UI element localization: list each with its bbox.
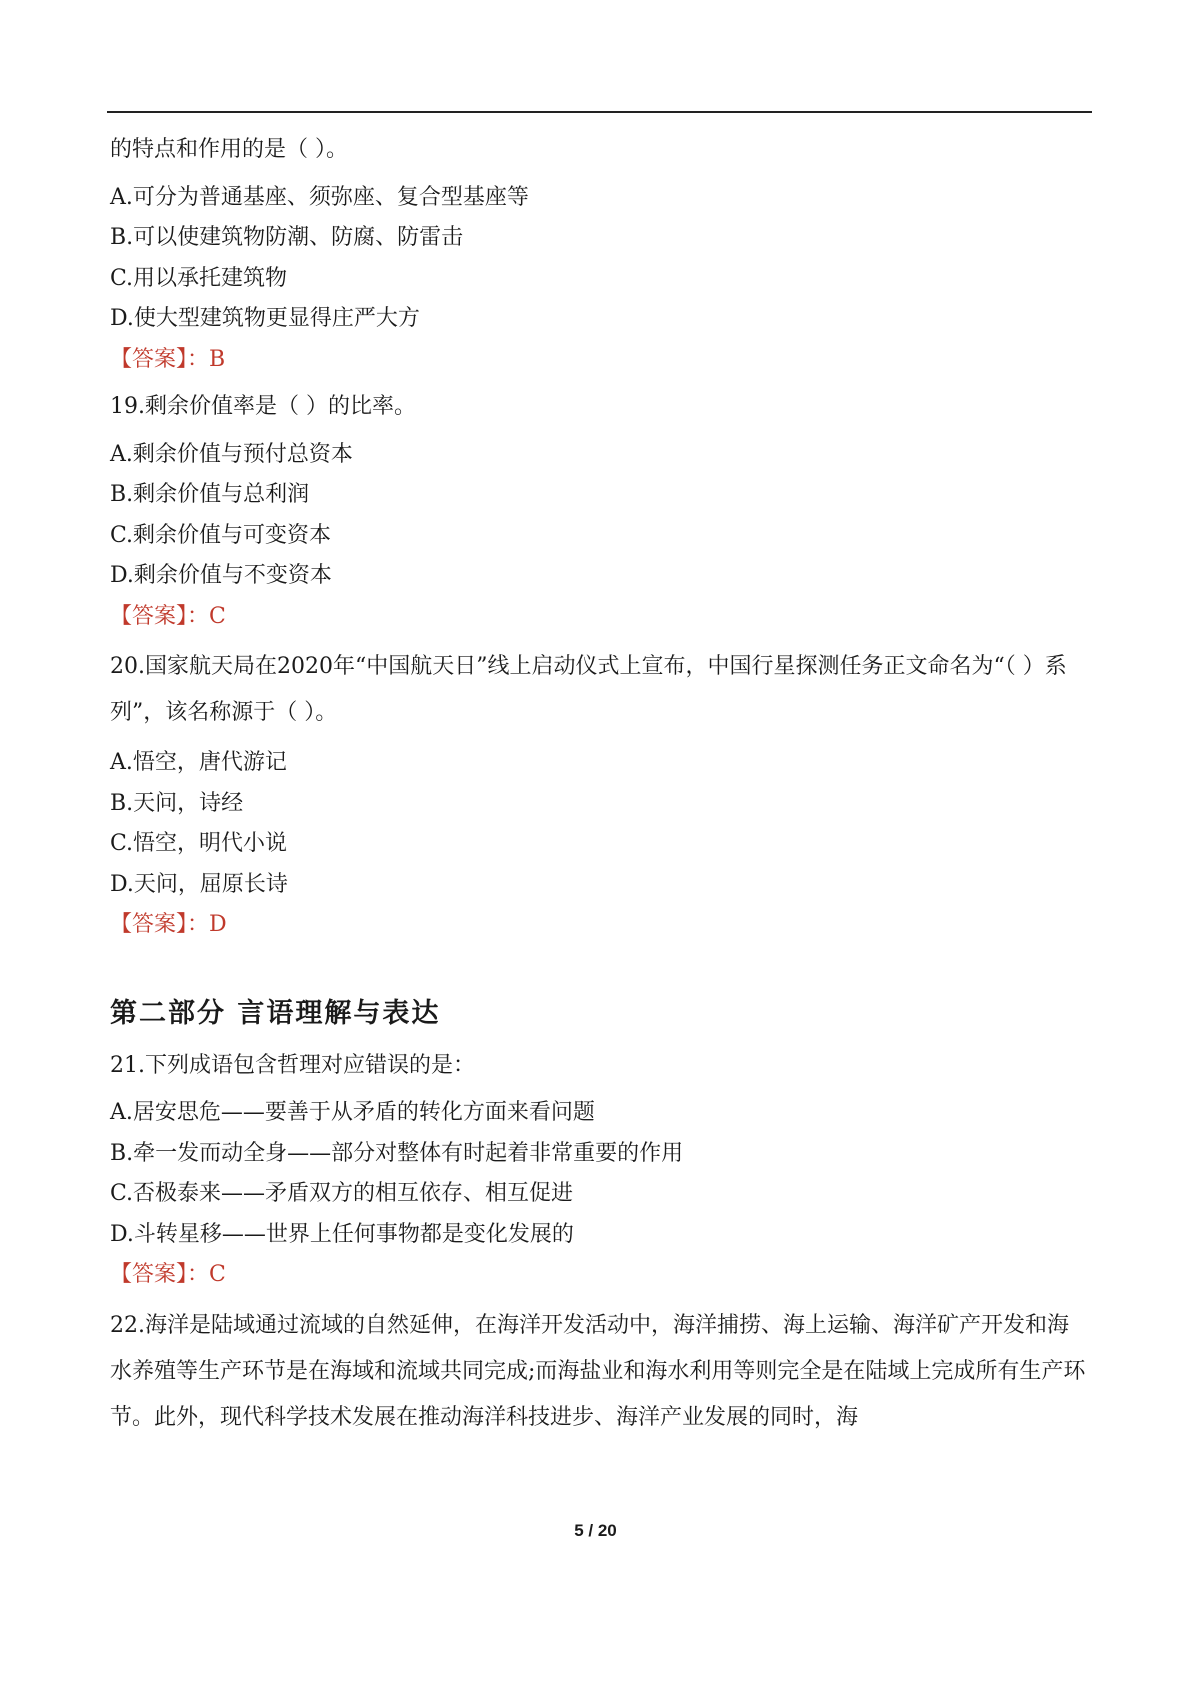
answer-label: 【答案】：C <box>110 1262 226 1287</box>
question-22 <box>110 1303 1090 1441</box>
option-d: D.剩余价值与不变资本 <box>110 563 332 588</box>
option-c: C.悟空，明代小说 <box>110 831 288 856</box>
question-stem: 21.下列成语包含哲理对应错误的是： <box>110 1052 475 1078</box>
option-b: B.牵一发而动全身——部分对整体有时起着非常重要的作用 <box>110 1140 684 1166</box>
option-c: C.剩余价值与可变资本 <box>110 522 332 548</box>
option-b: B.可以使建筑物防潮、防腐、防雷击 <box>110 225 464 250</box>
option-d: D.天问，屈原长诗 <box>110 871 288 897</box>
question-stem: 22.海洋是陆域通过流域的自然延伸，在海洋开发活动中，海洋捕捞、海上运输、海洋矿产开发和海水养殖等生产环节是在海域和流域共同完成;而海盐业和海水利用等则完全是在陆域上完成所有生产环节。此外，现代科学技术发展在推动海洋科技进步、海洋产业发展的同时，海 <box>110 1312 1086 1430</box>
question-21 <box>110 1046 1090 1296</box>
option-a: A.居安思危——要善于从矛盾的转化方面来看问题 <box>110 1100 595 1125</box>
option-b: B.剩余价值与总利润 <box>110 482 310 507</box>
section-heading: 第二部分 言语理解与表达 <box>110 997 441 1029</box>
option-c: C.用以承托建筑物 <box>110 265 288 291</box>
option-a: A.悟空，唐代游记 <box>110 750 287 775</box>
header-rule <box>107 111 1092 113</box>
page-number: 5 / 20 <box>574 1521 617 1540</box>
question-20 <box>110 644 1090 946</box>
page-content <box>110 130 1090 1441</box>
question-stem: 20.国家航天局在2020年“中国航天日”线上启动仪式上宣布，中国行星探测任务正文命名为“（ ）系列”，该名称源于（ ）。 <box>110 654 1067 725</box>
answer-label: 【答案】：D <box>110 912 227 937</box>
option-d: D.斗转星移——世界上任何事物都是变化发展的 <box>110 1221 574 1247</box>
option-d: D.使大型建筑物更显得庄严大方 <box>110 306 420 331</box>
option-c: C.否极泰来——矛盾双方的相互依存、相互促进 <box>110 1181 574 1206</box>
option-a: A.剩余价值与预付总资本 <box>110 441 353 467</box>
question-stem-continued: 的特点和作用的是（ ）。 <box>110 137 348 162</box>
answer-label: 【答案】：B <box>110 346 226 372</box>
question-stem: 19.剩余价值率是（ ）的比率。 <box>110 394 416 419</box>
option-b: B.天问，诗经 <box>110 790 244 816</box>
question-18 <box>110 130 1090 380</box>
option-a: A.可分为普通基座、须弥座、复合型基座等 <box>110 184 529 210</box>
question-19 <box>110 387 1090 637</box>
answer-label: 【答案】：C <box>110 603 226 629</box>
